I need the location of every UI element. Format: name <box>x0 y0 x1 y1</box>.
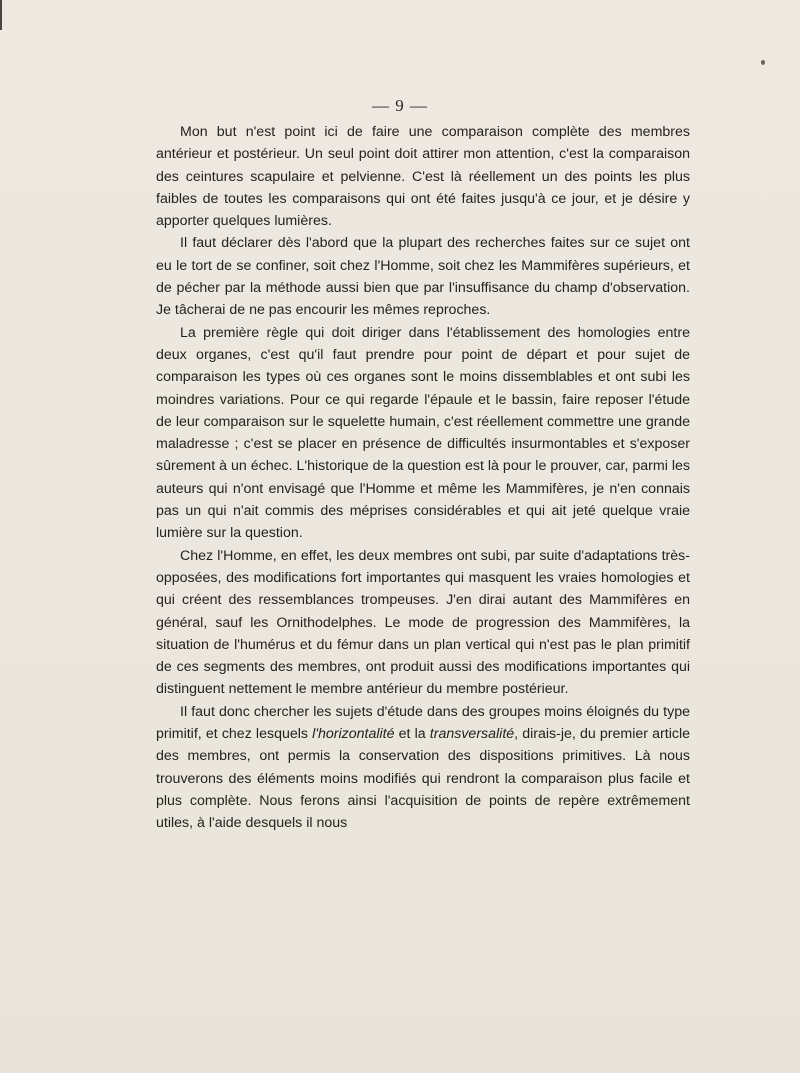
paragraph-1: Mon but n'est point ici de faire une comparaison complète des membres antérieur et postérieur. Un seul point doit attirer mon attention, c'est la comparaison des ceintures scapulaire et pelvienne. C'est là réellement un des points les plus faibles de toutes les comparaisons qui ont été faites jusqu'à ce jour, et je désire y apporter quelques lumières. <box>156 124 690 230</box>
paragraph-3: La première règle qui doit diriger dans l'établissement des homologies entre deux organes, c'est qu'il faut prendre pour point de départ et pour sujet de comparaison les types où ces organes sont le moins dissemblables et ont subi les moindres variations. Pour ce qui regarde l'épaule et le bassin, faire reposer l'étude de leur comparaison sur le squelette humain, c'est réellement commettre une grande maladresse ; c'est se placer en présence de difficultés insurmontables et s'exposer sûrement à un échec. L'historique de la question est là pour le prouver, car, parmi les auteurs qui n'ont envisagé que l'Homme et même les Mammifères, je n'en connais pas un qui n'ait commis des méprises considérables et qui ait jeté quelque vraie lumière sur la question. <box>156 324 690 542</box>
paragraph-5-after: , dirais-je, du premier article des membres, ont permis la conservation des dispositions primitives. Là nous trouverons des éléments moins modifiés qui rendront la comparaison plus facile et plus complète. Nous ferons ainsi l'acquisition de points de repère extrêmement utiles, à l'aide desquels il nous <box>156 726 690 832</box>
term-transversalite: transversalité <box>429 726 515 743</box>
paragraph-5-between: et la <box>394 726 430 743</box>
body-text <box>156 121 690 835</box>
paper-speck <box>761 60 765 65</box>
paragraph-5 <box>156 701 690 835</box>
page-number: — 9 — <box>372 96 428 115</box>
scan-edge-mark <box>0 0 2 30</box>
paragraph-4: Chez l'Homme, en effet, les deux membres ont subi, par suite d'adaptations très-opposées, des modifications fort importantes qui masquent les vraies homologies et qui créent des ressemblances trompeuses. J'en dirai autant des Mammifères en général, sauf les Ornithodelphes. Le mode de progression des Mammifères, la situation de l'humérus et du fémur dans un plan vertical qui n'est pas le plan primitif de ces segments des membres, ont produit aussi des modifications importantes qui distinguent nettement le membre antérieur du membre postérieur. <box>156 547 690 698</box>
paragraph-5-before: Il faut donc chercher les sujets d'étude dans des groupes moins éloignés du type primitif, et chez lesquels <box>156 703 690 743</box>
term-horizontalite: l'horizontalité <box>312 726 395 743</box>
paragraph-2: Il faut déclarer dès l'abord que la plupart des recherches faites sur ce sujet ont eu le tort de se confiner, soit chez l'Homme, soit chez les Mammifères supérieurs, et de pécher par la méthode aussi bien que par l'insuffisance du champ d'observation. Je tâcherai de ne pas encourir les mêmes reproches. <box>156 235 690 319</box>
